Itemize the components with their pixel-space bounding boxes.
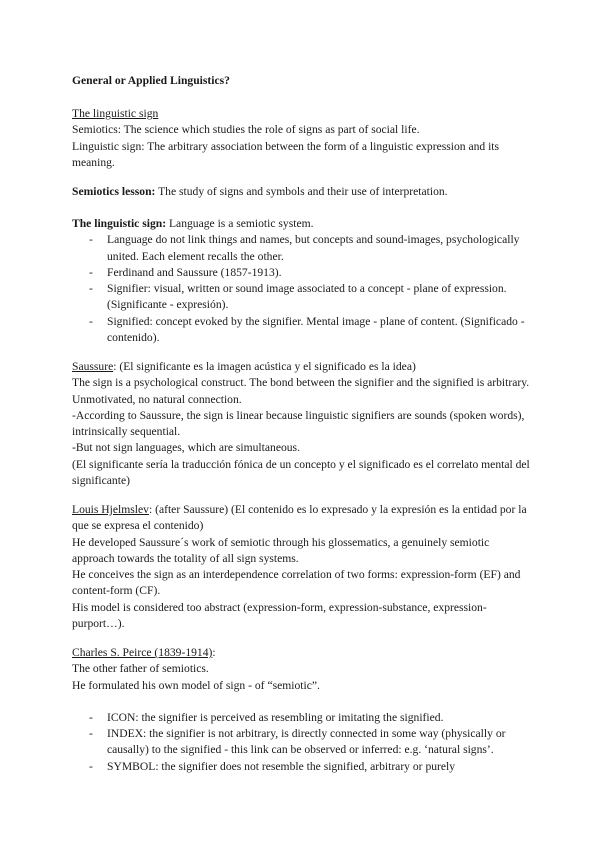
paragraph: Linguistic sign: The arbitrary association between the form of a linguistic expression and its meaning. [72,139,500,169]
heading-note: : [212,646,216,659]
bullet-list [72,232,532,346]
paragraph: He conceives the sign as an interdependence correlation of two forms: expression-form (EF) and content-form (CF). [72,568,521,598]
bold-term: Semiotics lesson: [72,185,156,198]
paragraph: Semiotics: The science which studies the role of signs as part of social life. [72,123,420,137]
paragraph: The sign is a psychological construct. The bond between the signifier and the signified is arbitrary. Unmotivated, no natural connection. [72,376,530,406]
paragraph: -But not sign languages, which are simultaneous. [72,441,300,455]
section-hjelmslev [72,502,532,632]
list-item: - ICON: the signifier is perceived as resembling or imitating the signified. [72,710,532,726]
paragraph: He developed Saussure´s work of semiotic through his glossematics, a genuinely semiotic approach towards the totality of all sign systems. [72,535,490,565]
blank-line [72,694,532,710]
section-linguistic-sign-system [72,216,532,346]
section-heading: Louis Hjelmslev [72,503,149,516]
heading-note: : (El significante es la imagen acústica y el significado es la idea) [113,360,416,373]
list-item: - Ferdinand and Saussure (1857-1913). [72,265,532,281]
definition-text: The study of signs and symbols and their use of interpretation. [155,185,448,198]
section-heading: The linguistic sign [72,107,159,120]
list-item: - Language do not link things and names, but concepts and sound-images, psychologically united. Each element recalls the other. [72,232,532,265]
heading-note: : (after Saussure) (El contenido es lo expresado y la expresión es la entidad por la que se expresa el contenido) [72,503,527,533]
section-heading: Saussure [72,360,114,373]
list-item: - INDEX: the signifier is not arbitrary, is directly connected in some way (physically or causally) to the signified - this link can be observed or inferred: e.g. ‘natural signs’. [72,726,532,759]
section-peirce [72,645,532,775]
section-linguistic-sign [72,106,532,171]
paragraph: He formulated his own model of sign - of “semiotic”. [72,678,320,692]
section-heading: Charles S. Peirce (1839-1914) [72,646,213,659]
document-title: General or Applied Linguistics? [72,74,230,87]
section-semiotics-lesson [72,184,532,200]
bullet-list [72,710,532,775]
definition-text: Language is a semiotic system. [166,217,314,230]
list-item: - Signified: concept evoked by the signifier. Mental image - plane of content. (Significado - contenido). [72,314,532,347]
bold-term: The linguistic sign: [72,217,167,230]
section-saussure [72,359,532,489]
paragraph: The other father of semiotics. [72,662,209,676]
paragraph: -According to Saussure, the sign is linear because linguistic signifiers are sounds (spoken words), intrinsically sequential. [72,408,525,439]
paragraph: (El significante sería la traducción fónica de un concepto y el significado es el correlato mental del significante) [72,457,530,488]
list-item: - SYMBOL: the signifier does not resemble the signified, arbitrary or purely [72,759,532,775]
paragraph: His model is considered too abstract (expression-form, expression-substance, expression-purport…). [72,600,487,631]
list-item: - Signifier: visual, written or sound image associated to a concept - plane of expression. (Significante - expresión). [72,281,532,314]
